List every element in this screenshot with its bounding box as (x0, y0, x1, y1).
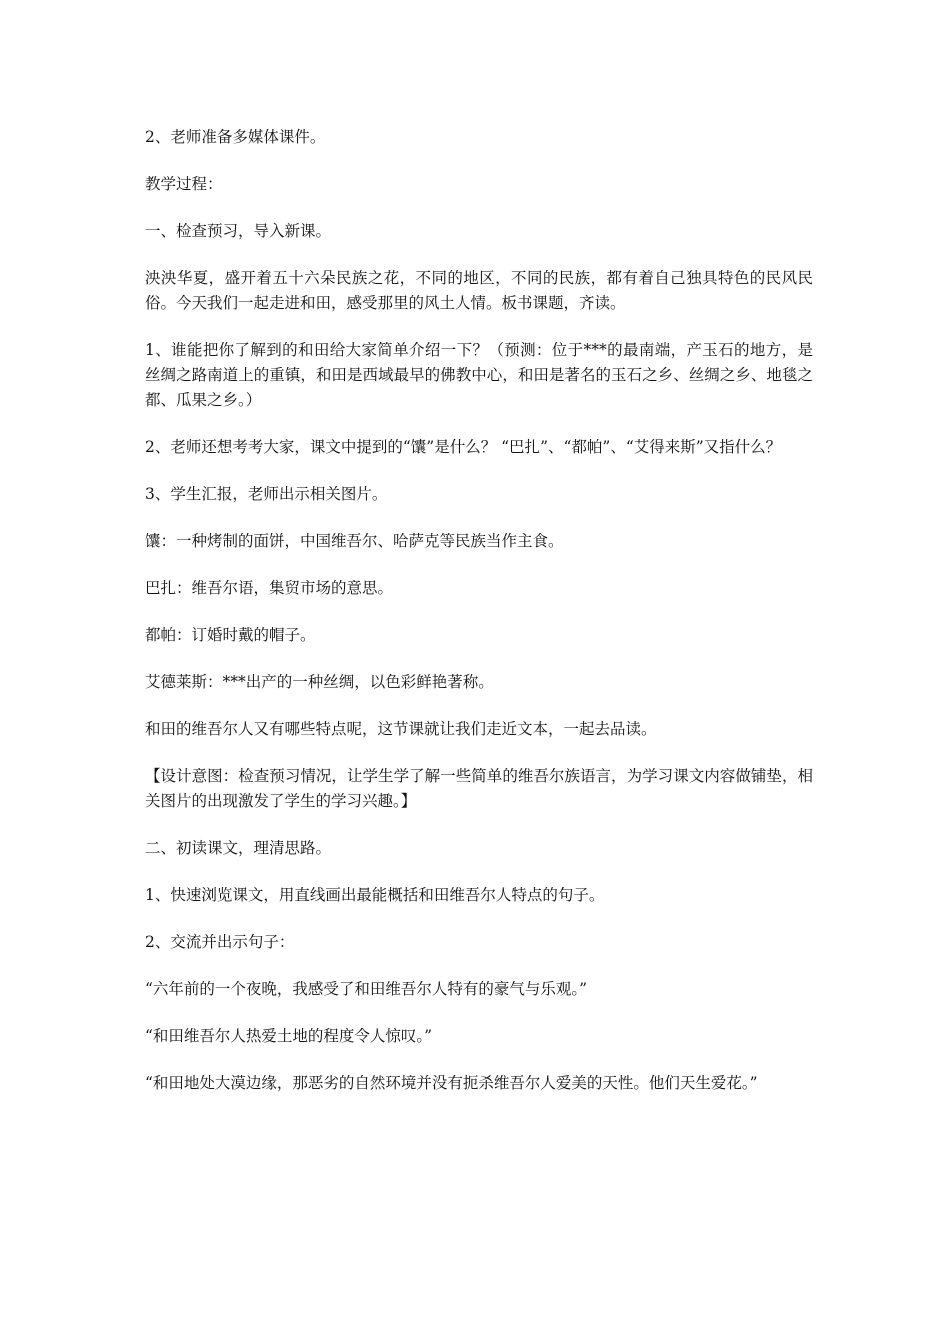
paragraph-question-one: 1、谁能把你了解到的和田给大家简单介绍一下？（预测：位于***的最南端，产玉石的地方，是丝绸之路南道上的重镇，和田是西域最早的佛教中心，和田是著名的玉石之乡、丝绸之乡、地毯之都、瓜果之乡。） (145, 341, 813, 409)
paragraph-definition-nang: 馕：一种烤制的面饼，中国维吾尔、哈萨克等民族当作主食。 (145, 532, 564, 550)
paragraph-teaching-process: 教学过程： (145, 175, 223, 193)
paragraph-section-one-heading: 一、检查预习，导入新课。 (145, 222, 332, 240)
paragraph-quote-three: “和田地处大漠边缘，那恶劣的自然环境并没有扼杀维吾尔人爱美的天性。他们天生爱花。” (145, 1074, 758, 1092)
paragraph-prep-courseware: 2、老师准备多媒体课件。 (145, 128, 326, 146)
paragraph-task-two: 2、交流并出示句子： (145, 933, 295, 951)
paragraph-task-one: 1、快速浏览课文，用直线画出最能概括和田维吾尔人特点的句子。 (145, 886, 605, 904)
paragraph-design-intent: 【设计意图：检查预习情况，让学生学了解一些简单的维吾尔族语言，为学习课文内容做铺垫，相关图片的出现激发了学生的学习兴趣。】 (145, 767, 813, 810)
paragraph-quote-two: “和田维吾尔人热爱土地的程度令人惊叹。” (145, 1027, 433, 1045)
paragraph-question-two: 2、老师还想考考大家，课文中提到的“馕”是什么？ “巴扎”、“都帕”、“艾得来斯”又指什么？ (145, 438, 782, 456)
document-body (145, 125, 813, 1118)
paragraph-student-report: 3、学生汇报，老师出示相关图片。 (145, 485, 388, 503)
paragraph-quote-one: “六年前的一个夜晚，我感受了和田维吾尔人特有的豪气与乐观。” (145, 980, 588, 998)
paragraph-definition-bazha: 巴扎：维吾尔语，集贸市场的意思。 (145, 579, 394, 597)
paragraph-section-two-heading: 二、初读课文，理清思路。 (145, 839, 332, 857)
paragraph-definition-dupa: 都帕：订婚时戴的帽子。 (145, 626, 316, 644)
paragraph-transition: 和田的维吾尔人又有哪些特点呢，这节课就让我们走近文本，一起去品读。 (145, 720, 657, 738)
paragraph-definition-aidelaisi: 艾德莱斯：***出产的一种丝绸，以色彩鲜艳著称。 (145, 673, 494, 691)
paragraph-intro: 泱泱华夏，盛开着五十六朵民族之花，不同的地区，不同的民族，都有着自己独具特色的民风民俗。今天我们一起走进和田，感受那里的风土人情。板书课题，齐读。 (145, 269, 813, 312)
